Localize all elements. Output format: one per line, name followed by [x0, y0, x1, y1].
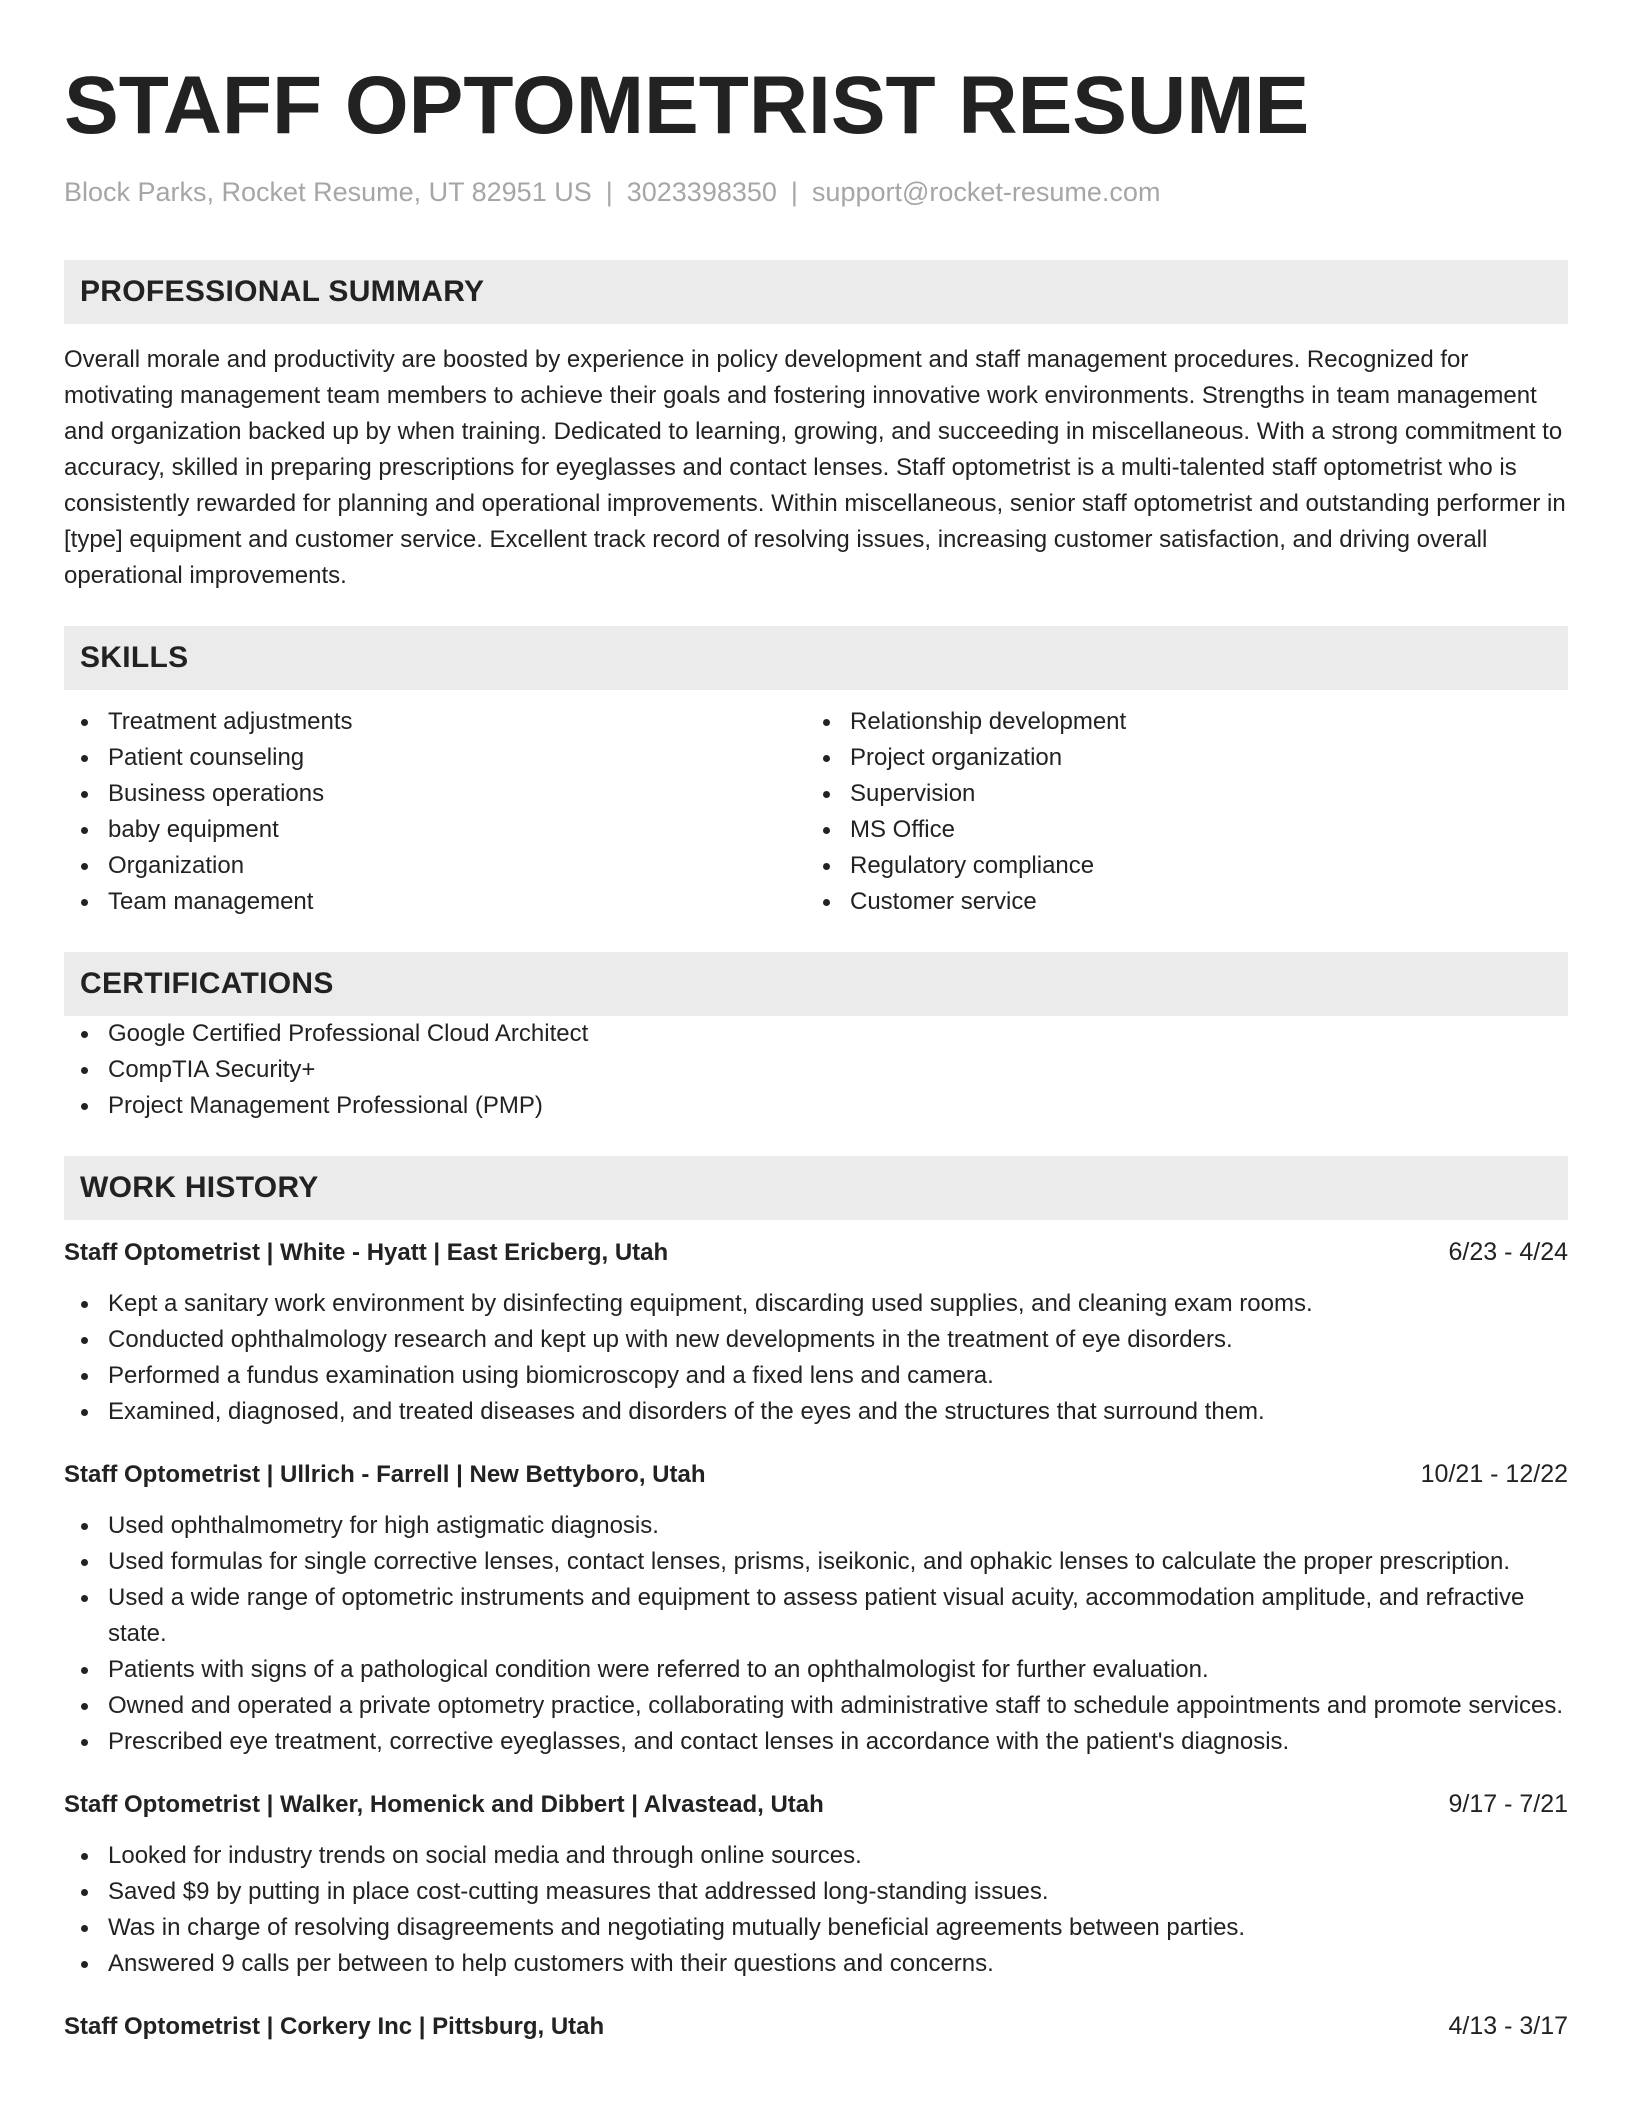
certifications-list [64, 1016, 1568, 1124]
job-duty: Was in charge of resolving disagreements and negotiating mutually beneficial agreements between parties. [64, 1910, 1568, 1946]
contact-separator: | [605, 177, 613, 207]
job-duties-list [64, 1286, 1568, 1430]
job-duty: Used a wide range of optometric instruments and equipment to assess patient visual acuity, accommodation amplitude, and refractive state. [64, 1580, 1568, 1652]
skill-item: Project organization [806, 740, 1548, 776]
contact-line [64, 176, 1568, 208]
job-duty: Looked for industry trends on social media and through online sources. [64, 1838, 1568, 1874]
job-title: Staff Optometrist | Ullrich - Farrell | New Bettyboro, Utah [64, 1461, 706, 1488]
job-header [64, 1234, 1568, 1270]
job-header [64, 2008, 1568, 2044]
skills-left-list [64, 704, 806, 920]
job-title: Staff Optometrist | Walker, Homenick and Dibbert | Alvastead, Utah [64, 1791, 824, 1818]
certification-item: CompTIA Security+ [64, 1052, 1568, 1088]
skill-item: Customer service [806, 884, 1548, 920]
skill-item: baby equipment [64, 812, 806, 848]
job-duties-list [64, 1508, 1568, 1760]
job-duty: Conducted ophthalmology research and kept up with new developments in the treatment of eye disorders. [64, 1322, 1568, 1358]
job-dates: 10/21 - 12/22 [1420, 1460, 1568, 1488]
skill-item: Organization [64, 848, 806, 884]
contact-separator: | [790, 177, 798, 207]
certification-item: Google Certified Professional Cloud Architect [64, 1016, 1568, 1052]
contact-address: Block Parks, Rocket Resume, UT 82951 US [64, 177, 592, 207]
skills-right-list [806, 704, 1548, 920]
work-history-section-header [64, 1156, 1568, 1220]
summary-section-header [64, 260, 1568, 324]
skills-columns [64, 704, 1568, 920]
skill-item: Team management [64, 884, 806, 920]
skill-item: MS Office [806, 812, 1548, 848]
job-duty: Patients with signs of a pathological condition were referred to an ophthalmologist for further evaluation. [64, 1652, 1568, 1688]
job-title: Staff Optometrist | White - Hyatt | East Ericberg, Utah [64, 1239, 669, 1266]
job-duty: Answered 9 calls per between to help customers with their questions and concerns. [64, 1946, 1568, 1982]
job-header [64, 1786, 1568, 1822]
summary-heading: PROFESSIONAL SUMMARY [80, 275, 485, 308]
skills-section-header [64, 626, 1568, 690]
job-entry [64, 2008, 1568, 2044]
job-duty: Examined, diagnosed, and treated diseases and disorders of the eyes and the structures that surround them. [64, 1394, 1568, 1430]
contact-email: support@rocket-resume.com [811, 177, 1161, 207]
job-header [64, 1456, 1568, 1492]
skill-item: Relationship development [806, 704, 1548, 740]
job-dates: 4/13 - 3/17 [1448, 2012, 1568, 2040]
skill-item: Supervision [806, 776, 1548, 812]
job-duty: Performed a fundus examination using biomicroscopy and a fixed lens and camera. [64, 1358, 1568, 1394]
job-title: Staff Optometrist | Corkery Inc | Pittsburg, Utah [64, 2013, 605, 2040]
job-dates: 6/23 - 4/24 [1448, 1238, 1568, 1266]
resume-title: STAFF OPTOMETRIST RESUME [64, 60, 1310, 151]
contact-phone: 3023398350 [626, 177, 777, 207]
certifications-heading: CERTIFICATIONS [80, 967, 334, 1000]
job-duty: Saved $9 by putting in place cost-cutting measures that addressed long-standing issues. [64, 1874, 1568, 1910]
summary-text: Overall morale and productivity are boosted by experience in policy development and staff management procedures. Recognized for motivating management team members to achieve their goals and fostering innovative work environments. Strengths in team management and organization backed up by when training. Dedicated to learning, growing, and succeeding in miscellaneous. With a strong commitment to accuracy, skilled in preparing prescriptions for eyeglasses and contact lenses. Staff optometrist is a multi-talented staff optometrist who is consistently rewarded for planning and operational improvements. Within miscellaneous, senior staff optometrist and outstanding performer in [type] equipment and customer service. Excellent track record of resolving issues, increasing customer satisfaction, and driving overall operational improvements. [64, 346, 1566, 589]
job-duty: Used ophthalmometry for high astigmatic diagnosis. [64, 1508, 1568, 1544]
job-duty: Owned and operated a private optometry practice, collaborating with administrative staff to schedule appointments and promote services. [64, 1688, 1568, 1724]
skill-item: Patient counseling [64, 740, 806, 776]
skill-item: Treatment adjustments [64, 704, 806, 740]
job-duties-list [64, 1838, 1568, 1982]
resume-page [64, 0, 1568, 2044]
job-entry [64, 1456, 1568, 1760]
certification-item: Project Management Professional (PMP) [64, 1088, 1568, 1124]
skill-item: Regulatory compliance [806, 848, 1548, 884]
job-duty: Prescribed eye treatment, corrective eyeglasses, and contact lenses in accordance with the patient's diagnosis. [64, 1724, 1568, 1760]
job-duty: Kept a sanitary work environment by disinfecting equipment, discarding used supplies, and cleaning exam rooms. [64, 1286, 1568, 1322]
job-entry [64, 1786, 1568, 1982]
skills-heading: SKILLS [80, 641, 189, 674]
job-entry [64, 1234, 1568, 1430]
skill-item: Business operations [64, 776, 806, 812]
certifications-section-header [64, 952, 1568, 1016]
work-history-heading: WORK HISTORY [80, 1171, 319, 1204]
job-duty: Used formulas for single corrective lenses, contact lenses, prisms, iseikonic, and ophakic lenses to calculate the proper prescription. [64, 1544, 1568, 1580]
job-dates: 9/17 - 7/21 [1448, 1790, 1568, 1818]
